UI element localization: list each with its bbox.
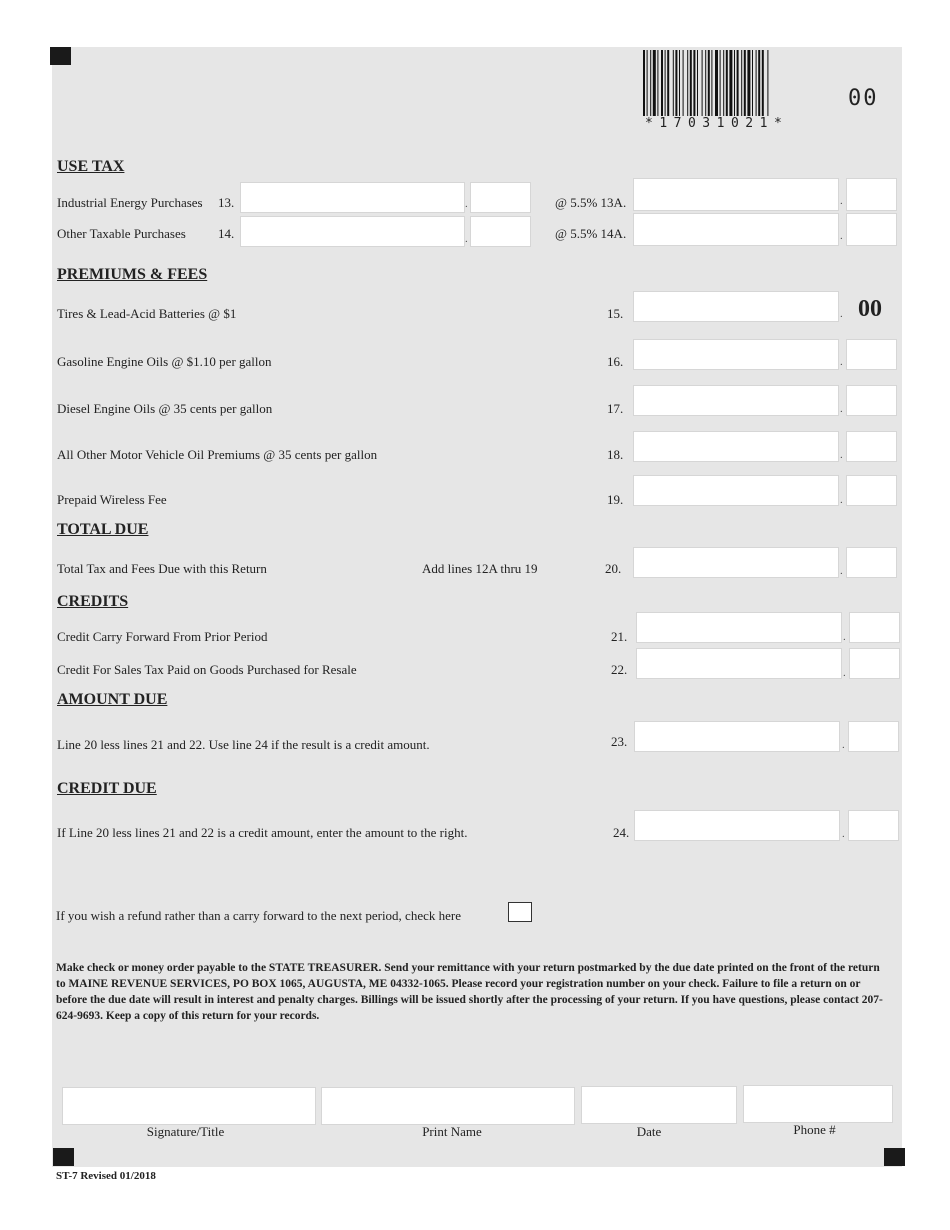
line-14a-cents-input[interactable] bbox=[846, 213, 897, 246]
amount-due-heading: AMOUNT DUE bbox=[57, 691, 168, 708]
line-23-decimal: . bbox=[842, 739, 845, 751]
line-17-amount-input[interactable] bbox=[633, 385, 839, 416]
line-18-amount-input[interactable] bbox=[633, 431, 839, 462]
registration-mark-bottom-right bbox=[884, 1148, 905, 1166]
line-19-decimal: . bbox=[840, 494, 843, 506]
line-15-fixed-cents: 00 bbox=[858, 296, 882, 322]
line-22-number: 22. bbox=[611, 662, 628, 677]
line-17-decimal: . bbox=[840, 403, 843, 415]
line-21-decimal: . bbox=[843, 631, 846, 643]
line-13-number: 13. bbox=[218, 195, 235, 210]
line-14-decimal: . bbox=[465, 233, 468, 245]
line-23-cents-input[interactable] bbox=[848, 721, 899, 752]
line-18-number: 18. bbox=[607, 447, 624, 462]
refund-checkbox-label: If you wish a refund rather than a carry forward to the next period, check here bbox=[56, 908, 461, 923]
line-23-amount-input[interactable] bbox=[634, 721, 840, 752]
signature-title-input[interactable] bbox=[62, 1087, 316, 1125]
print-name-input[interactable] bbox=[321, 1087, 575, 1125]
line-21-amount-input[interactable] bbox=[636, 612, 842, 643]
registration-mark-bottom-left bbox=[53, 1148, 74, 1166]
line-15-amount-input[interactable] bbox=[633, 291, 839, 322]
line-20-decimal: . bbox=[840, 565, 843, 577]
line-14a-tax-input[interactable] bbox=[633, 213, 839, 246]
line-19-amount-input[interactable] bbox=[633, 475, 839, 506]
line-22-amount-input[interactable] bbox=[636, 648, 842, 679]
line-13a-cents-input[interactable] bbox=[846, 178, 897, 211]
premiums-fees-heading: PREMIUMS & FEES bbox=[57, 266, 208, 283]
line-20-label: Total Tax and Fees Due with this Return bbox=[57, 561, 267, 576]
refund-checkbox[interactable] bbox=[508, 902, 532, 922]
line-14-cents-input[interactable] bbox=[470, 216, 531, 247]
line-17-number: 17. bbox=[607, 401, 624, 416]
line-20-cents-input[interactable] bbox=[846, 547, 897, 578]
line-21-label: Credit Carry Forward From Prior Period bbox=[57, 629, 268, 644]
line-16-label: Gasoline Engine Oils @ $1.10 per gallon bbox=[57, 354, 272, 369]
line-23-label: Line 20 less lines 21 and 22. Use line 24 if the result is a credit amount. bbox=[57, 737, 430, 752]
line-20-number: 20. bbox=[605, 561, 622, 576]
line-24-decimal: . bbox=[842, 828, 845, 840]
line-19-cents-input[interactable] bbox=[846, 475, 897, 506]
use-tax-heading: USE TAX bbox=[57, 158, 125, 175]
form-revision-code: ST-7 Revised 01/2018 bbox=[56, 1170, 156, 1182]
line-13a-rate: @ 5.5% 13A. bbox=[555, 195, 627, 210]
signature-title-label: Signature/Title bbox=[146, 1124, 225, 1139]
line-24-cents-input[interactable] bbox=[848, 810, 899, 841]
line-22-cents-input[interactable] bbox=[849, 648, 900, 679]
line-22-label: Credit For Sales Tax Paid on Goods Purchased for Resale bbox=[57, 662, 357, 677]
line-18-decimal: . bbox=[840, 449, 843, 461]
line-19-label: Prepaid Wireless Fee bbox=[57, 492, 167, 507]
line-14-number: 14. bbox=[218, 226, 235, 241]
line-24-amount-input[interactable] bbox=[634, 810, 840, 841]
line-16-number: 16. bbox=[607, 354, 624, 369]
line-15-label: Tires & Lead-Acid Batteries @ $1 bbox=[57, 306, 237, 321]
print-name-label: Print Name bbox=[422, 1124, 482, 1139]
credit-due-heading: CREDIT DUE bbox=[57, 780, 157, 797]
line-14a-decimal: . bbox=[840, 230, 843, 242]
line-20-amount-input[interactable] bbox=[633, 547, 839, 578]
line-13-decimal: . bbox=[465, 198, 468, 210]
barcode-image bbox=[643, 50, 833, 116]
line-16-decimal: . bbox=[840, 356, 843, 368]
date-label: Date bbox=[636, 1124, 662, 1139]
line-21-number: 21. bbox=[611, 629, 628, 644]
line-20-instruction: Add lines 12A thru 19 bbox=[422, 561, 538, 576]
line-13a-decimal: . bbox=[840, 195, 843, 207]
line-18-label: All Other Motor Vehicle Oil Premiums @ 35 cents per gallon bbox=[57, 447, 378, 462]
line-14a-rate: @ 5.5% 14A. bbox=[555, 226, 627, 241]
line-13-label: Industrial Energy Purchases bbox=[57, 195, 203, 210]
line-17-label: Diesel Engine Oils @ 35 cents per gallon bbox=[57, 401, 273, 416]
line-18-cents-input[interactable] bbox=[846, 431, 897, 462]
line-23-number: 23. bbox=[611, 734, 628, 749]
line-19-number: 19. bbox=[607, 492, 624, 507]
line-15-decimal: . bbox=[840, 308, 843, 320]
line-24-number: 24. bbox=[613, 825, 630, 840]
total-due-heading: TOTAL DUE bbox=[57, 521, 149, 538]
line-17-cents-input[interactable] bbox=[846, 385, 897, 416]
line-13a-tax-input[interactable] bbox=[633, 178, 839, 211]
line-24-label: If Line 20 less lines 21 and 22 is a credit amount, enter the amount to the right. bbox=[57, 825, 468, 840]
line-13-amount-input[interactable] bbox=[240, 182, 465, 213]
phone-input[interactable] bbox=[743, 1085, 893, 1123]
registration-mark-top-left bbox=[50, 47, 71, 65]
line-22-decimal: . bbox=[843, 667, 846, 679]
line-13-cents-input[interactable] bbox=[470, 182, 531, 213]
line-21-cents-input[interactable] bbox=[849, 612, 900, 643]
line-16-cents-input[interactable] bbox=[846, 339, 897, 370]
credits-heading: CREDITS bbox=[57, 593, 129, 610]
line-14-amount-input[interactable] bbox=[240, 216, 465, 247]
payment-instructions: Make check or money order payable to the STATE TREASURER. Send your remittance with your return postmarked by the due date printed on the front of the return to MAINE REVENUE SERVICES, PO BOX 1065, AUGUSTA, ME 04332-1065. Please record your registration number on your check. Failure to file a return on or before the due date will result in interest and penalty charges. Billings will be issued shortly after the processing of your return. If you have questions, please contact 207-624-9693. Keep a copy of this return for your records. bbox=[56, 962, 883, 1022]
line-16-amount-input[interactable] bbox=[633, 339, 839, 370]
line-14-label: Other Taxable Purchases bbox=[57, 226, 186, 241]
date-input[interactable] bbox=[581, 1086, 737, 1124]
page-code: 00 bbox=[848, 86, 879, 111]
phone-label: Phone # bbox=[793, 1122, 836, 1137]
line-15-number: 15. bbox=[607, 306, 624, 321]
barcode-text: *17031021* bbox=[645, 116, 789, 131]
